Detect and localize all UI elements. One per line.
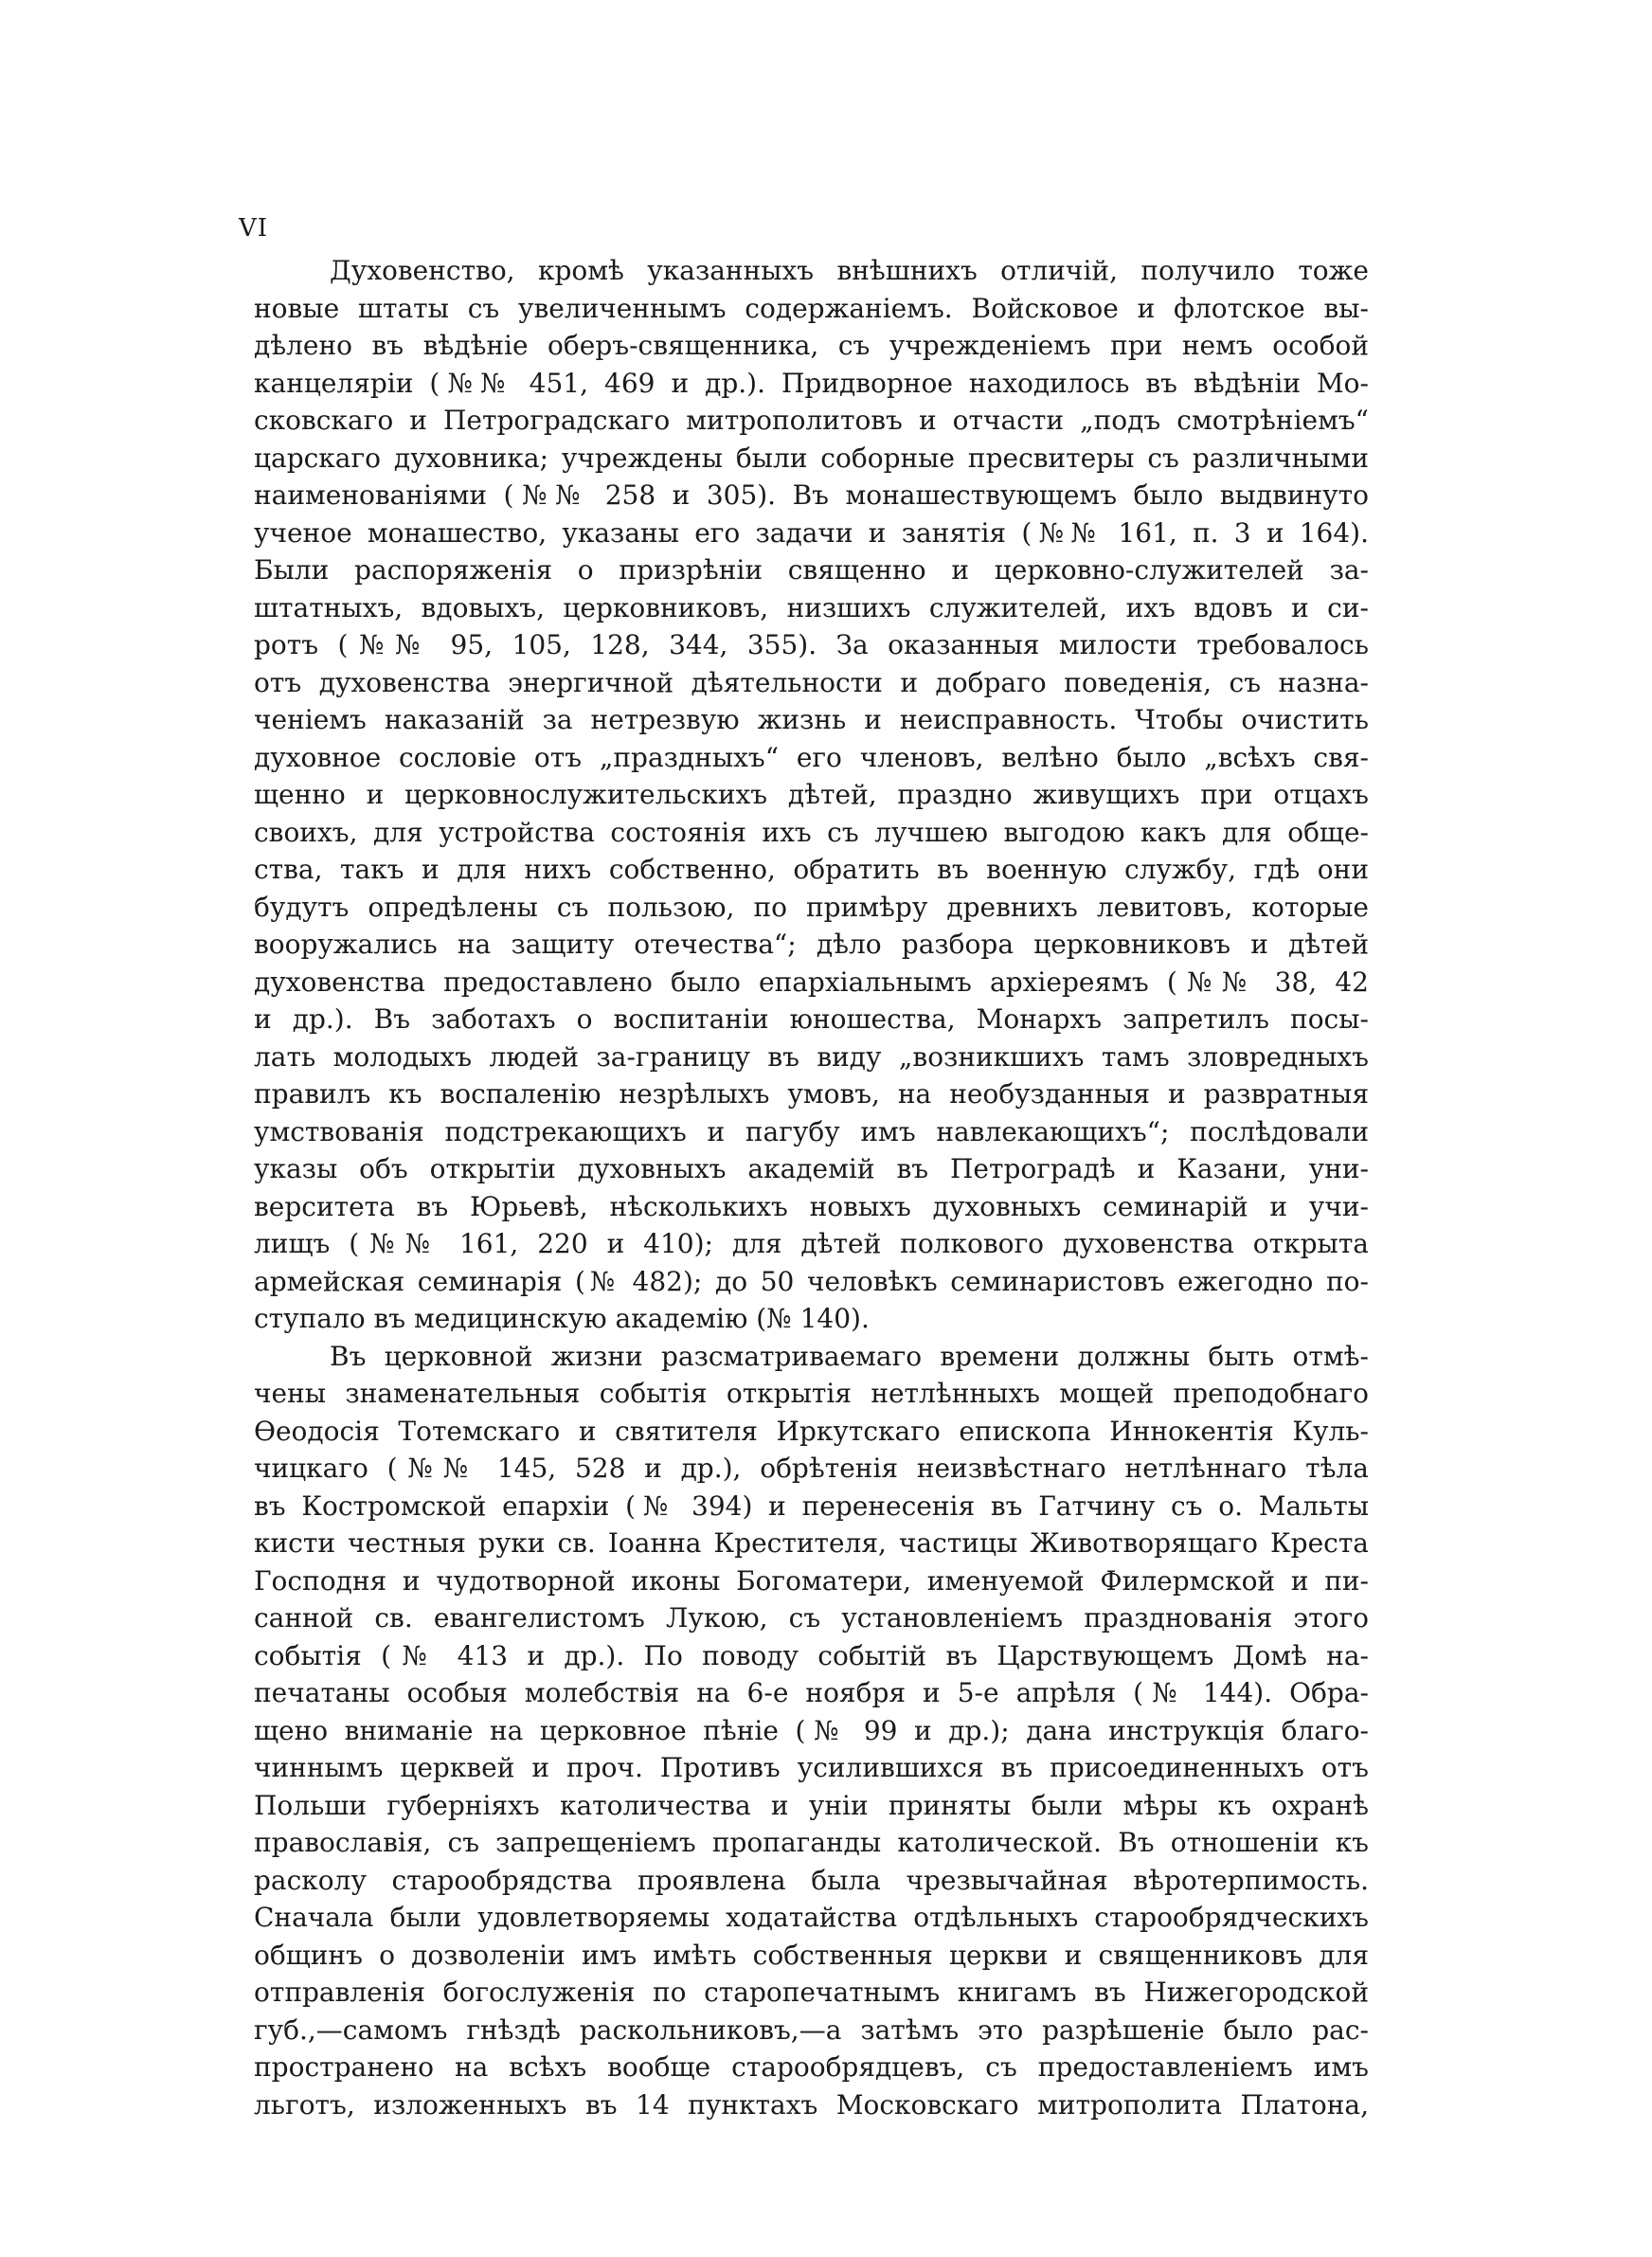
paragraph-line: печатаны особыя молебствія на 6-е ноября и 5-е апрѣля (№ 144). Обра- xyxy=(254,1677,1369,1708)
paragraph-line: сковскаго и Петроградскаго митрополитовъ и отчасти „подъ смотрѣніемъ“ xyxy=(254,405,1369,436)
paragraph-line: православія, съ запрещеніемъ пропаганды католической. Въ отношеніи къ xyxy=(254,1827,1369,1858)
paragraph-line: своихъ, для устройства состоянія ихъ съ лучшею выгодою какъ для обще- xyxy=(254,816,1369,848)
paragraph-line: армейская семинарія (№ 482); до 50 человѣкъ семинаристовъ ежегодно по- xyxy=(254,1265,1369,1297)
paragraph-line: ченіемъ наказаній за нетрезвую жизнь и неисправность. Чтобы очистить xyxy=(254,704,1369,735)
paragraph-line: ступало въ медицинскую академію (№ 140). xyxy=(254,1303,870,1334)
paragraph-line: щенно и церковнослужительскихъ дѣтей, праздно живущихъ при отцахъ xyxy=(254,779,1369,810)
paragraph-line: штатныхъ, вдовыхъ, церковниковъ, низшихъ служителей, ихъ вдовъ и си- xyxy=(254,591,1369,623)
paragraph-line: Господня и чудотворной иконы Богоматери, именуемой Филермской и пи- xyxy=(254,1564,1369,1597)
page-number: VI xyxy=(239,214,269,243)
paragraph-line: Польши губерніяхъ католичества и уніи приняты были мѣры къ охранѣ xyxy=(254,1789,1369,1821)
paragraph-line: кисти честныя руки св. Іоанна Крестителя, частицы Животворящаго Креста xyxy=(254,1527,1369,1559)
paragraph-line: духовное сословіе отъ „праздныхъ“ его членовъ, велѣно было „всѣхъ свя- xyxy=(254,741,1369,773)
paragraph-line: въ Костромской епархіи (№ 394) и перенесенія въ Гатчину съ о. Мальты xyxy=(254,1490,1369,1522)
paragraph-line: канцеляріи (№№ 451, 469 и др.). Придворное находилось въ вѣдѣніи Мо- xyxy=(254,367,1369,399)
paragraph-line: чены знаменательныя событія открытія нетлѣнныхъ мощей преподобнаго xyxy=(254,1378,1369,1409)
paragraph-line: указы объ открытіи духовныхъ академій въ Петроградѣ и Казани, уни- xyxy=(254,1153,1369,1184)
paragraph-line: дѣлено въ вѣдѣніе оберъ-священника, съ учрежденіемъ при немъ особой xyxy=(254,330,1369,361)
paragraph-2 xyxy=(254,1338,1369,2124)
paragraph-line: умствованія подстрекающихъ и пагубу имъ навлекающихъ“; послѣдовали xyxy=(254,1115,1369,1147)
paragraph-line: расколу старообрядства проявлена была чрезвычайная вѣротерпимость. xyxy=(254,1864,1369,1896)
paragraph-line: ства, такъ и для нихъ собственно, обратить въ военную службу, гдѣ они xyxy=(254,854,1369,885)
paragraph-line: отъ духовенства энергичной дѣятельности и добраго поведенія, съ назна- xyxy=(254,666,1369,698)
paragraph-line: щено вниманіе на церковное пѣніе (№ 99 и др.); дана инструкція благо- xyxy=(254,1714,1369,1746)
paragraph-line: царскаго духовника; учреждены были соборные пресвитеры съ различными xyxy=(254,442,1369,474)
paragraph-line: ротъ (№№ 95, 105, 128, 344, 355). За оказанныя милости требовалось xyxy=(254,629,1369,660)
text-body xyxy=(254,252,1369,2123)
paragraph-line: Были распоряженія о призрѣніи священно и церковно-служителей за- xyxy=(254,554,1369,586)
paragraph-line: наименованіями (№№ 258 и 305). Въ монашествующемъ было выдвинуто xyxy=(254,479,1369,511)
paragraph-line: ученое монашество, указаны его задачи и занятія (№№ 161, п. 3 и 164). xyxy=(254,516,1369,549)
paragraph-line: губ.,—самомъ гнѣздѣ раскольниковъ,—а затѣмъ это разрѣшеніе было рас- xyxy=(254,2013,1369,2046)
paragraph-line: вооружались на защиту отечества“; дѣло разбора церковниковъ и дѣтей xyxy=(254,929,1369,960)
paragraph-line: Сначала были удовлетворяемы ходатайства отдѣльныхъ старообрядческихъ xyxy=(254,1902,1369,1933)
paragraph-line: событія (№ 413 и др.). По поводу событій въ Царствующемъ Домѣ на- xyxy=(254,1639,1369,1671)
paragraph-line: духовенства предоставлено было епархіальнымъ архіереямъ (№№ 38, 42 xyxy=(254,966,1369,998)
paragraph-line: новые штаты съ увеличеннымъ содержаніемъ. Войсковое и флотское вы- xyxy=(254,292,1369,324)
paragraph-line: чицкаго (№№ 145, 528 и др.), обрѣтенія неизвѣстнаго нетлѣннаго тѣла xyxy=(254,1453,1369,1484)
paragraph-line: отправленія богослуженія по старопечатнымъ книгамъ въ Нижегородской xyxy=(254,1977,1369,2008)
paragraph-line: Въ церковной жизни разсматриваемаго времени должны быть отмѣ- xyxy=(330,1340,1369,1372)
paragraph-line: санной св. евангелистомъ Лукою, съ установленіемъ празднованія этого xyxy=(254,1602,1369,1634)
paragraph-line: и др.). Въ заботахъ о воспитаніи юношества, Монархъ запретилъ посы- xyxy=(254,1003,1369,1035)
paragraph-line: чиннымъ церквей и проч. Противъ усилившихся въ присоединенныхъ отъ xyxy=(254,1752,1369,1783)
paragraph-line: Духовенство, кромѣ указанныхъ внѣшнихъ отличій, получило тоже xyxy=(330,255,1369,286)
paragraph-1 xyxy=(254,252,1369,1338)
paragraph-line: правилъ къ воспаленію незрѣлыхъ умовъ, на необузданныя и развратныя xyxy=(254,1078,1369,1110)
paragraph-line: пространено на всѣхъ вообще старообрядцевъ, съ предоставленіемъ имъ xyxy=(254,2051,1369,2083)
paragraph-line: Ѳеодосія Тотемскаго и святителя Иркутскаго епископа Иннокентія Куль- xyxy=(254,1415,1369,1447)
paragraph-line: будутъ опредѣлены съ пользою, по примѣру древнихъ левитовъ, которые xyxy=(254,891,1369,923)
paragraph-line: лищъ (№№ 161, 220 и 410); для дѣтей полкового духовенства открыта xyxy=(254,1228,1369,1259)
paragraph-line: льготъ, изложенныхъ въ 14 пунктахъ Московскаго митрополита Платона, xyxy=(254,2088,1369,2121)
paragraph-line: верситета въ Юрьевѣ, нѣсколькихъ новыхъ духовныхъ семинарій и учи- xyxy=(254,1190,1369,1222)
paragraph-line: общинъ о дозволеніи имъ имѣть собственныя церкви и священниковъ для xyxy=(254,1939,1369,1971)
paragraph-line: лать молодыхъ людей за-границу въ виду „возникшихъ тамъ зловредныхъ xyxy=(254,1040,1369,1073)
